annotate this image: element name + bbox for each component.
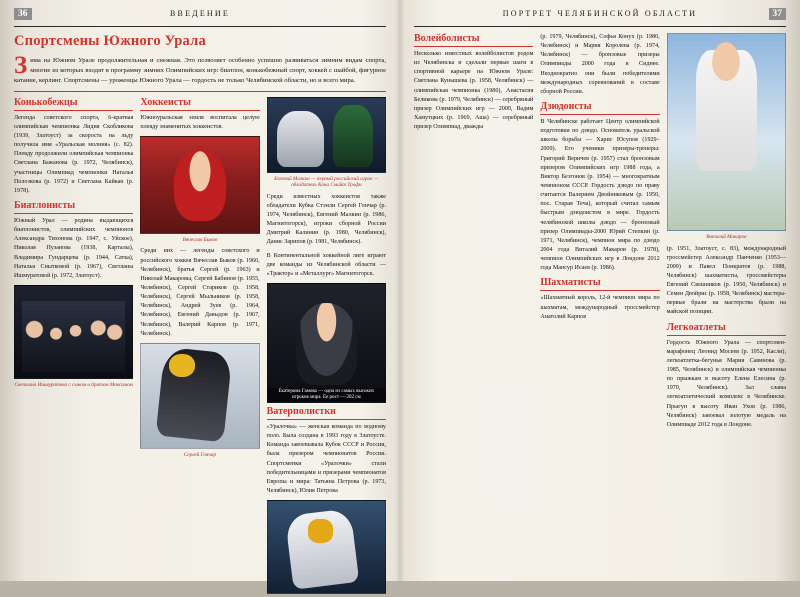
photo-ishmuratova-family <box>14 285 133 379</box>
right-page-number: 37 <box>769 8 787 20</box>
right-header-title: ПОРТРЕТ ЧЕЛЯБИНСКОЙ ОБЛАСТИ <box>414 9 786 18</box>
heading-hockey: Хоккеисты <box>140 97 259 111</box>
right-columns <box>414 33 786 434</box>
left-running-header <box>14 8 386 27</box>
chess-continued-text: (р. 1951, Златоуст, с. 83), международный гроссмейстер Александр Панченко (1953—2009) и Павел Понкратов (р. 1988, Челябинск) шахматисты, гроссмейстеры Евгений Свешников (р. 1950, Челябинск) и Семен Двойрис (р. 1958, Челябинск) мастера-первые брали на мастерства брали на майской позиции. <box>667 245 786 318</box>
left-column-2 <box>140 97 259 597</box>
lead-paragraph <box>14 56 386 92</box>
volleyball-continued-text: (р. 1979, Челябинск), Софья Конух (р. 1980, Челябинск) и Мария Королева (р. 1974, Челябинск) — бронзовые призеры Олимпиады 2000 года в Сиднее. Неоднократно они были победителями международных соревнований в составе сборной России. <box>540 33 659 97</box>
heading-skaters: Конькобежцы <box>14 97 133 111</box>
hockey-names-text: Среди них — легенды советского и российского хоккея Вячеслав Быков (р. 1960, Челябинск), братья Сергей (р. 1963) и Николай Макаровы, Сергей Бабинов (р. 1955, Челябинск), Сергей Стариков (р. 1958, Челябинск), Сергей Мыльников (р. 1958, Челябинск), Андрей Зуев (р. 1964, Челябинск), Евгений Давыдов (р. 1967, Челябинск), Валерий Карпов (р. 1971, Челябинск). <box>140 247 259 338</box>
athletics-text: Гордость Южного Урала — спортсмен-марафонец Леонид Мосеев (р. 1952, Касли), легкоатлетка-бегунья Мария Савинова (р. 1985, Челябинск) и олимпийская чемпионка по прыжкам в высоту Елена Елесина (р. 1970, Челябинск). Зал славы легкоатлетический комплекс в Челябинске. Прыгун в высоту Иван Ухов (р. 1986, Челябинск) завоевал золотую медаль на Олимпиаде 2012 года в Лондоне. <box>667 339 786 430</box>
right-running-header <box>414 8 786 27</box>
photo-hockey-action <box>267 500 386 594</box>
right-page <box>414 8 786 573</box>
right-column-1 <box>414 33 533 434</box>
caption-bykov: Вячеслав Быков <box>140 237 259 244</box>
photo-gamova <box>267 283 386 403</box>
left-column-3 <box>267 97 386 597</box>
heading-water-polo: Ватерполистки <box>267 406 386 420</box>
heading-biathletes: Биатлонисты <box>14 200 133 214</box>
drop-cap: З <box>14 56 27 75</box>
heading-volleyball: Волейболисты <box>414 33 533 47</box>
lead-text: има на Южном Урале продолжительная и снежная. Это позволяет особенно успешно развиваться зимним видам спорта, многие из которых входят в программу зимних Олимпийских игр: биатлон, конькобежный спорт, хоккей с шайбой, фигурное катание, керлинг. Спортсмены — уроженцы Южного Урала — гордость не только Челябинской области, но и всего мира. <box>14 57 386 84</box>
right-column-2 <box>540 33 659 434</box>
left-column-1 <box>14 97 133 597</box>
photo-bykov <box>140 136 259 234</box>
khl-text: В Континентальной хоккейной лиге играют две команды из Челябинской области — «Трактор» и «Металлург» Магнитогорск. <box>267 252 386 279</box>
heading-chess: Шахматисты <box>540 277 659 291</box>
skaters-text: Легенда советского спорта, 6-кратная олимпийская чемпионка Лидия Скобликова (1939, Златоуст) за скорость на льду получила имя «Уральская молния» (с. 82). Плеяду продолжили олимпийская чемпионка Светлана Бажанова (р. 1972, Челябинск), участницы Олимпиад чемпионки Наталья Полозкова (р. 1972) и Светлана Кайкан (р. 1978). <box>14 114 133 196</box>
caption-malkin: Евгений Малкин — первый российский игрок — обладатель Кона Смайт Трофи <box>267 176 386 189</box>
biathletes-text: Южный Урал — родина выдающихся биатлонистов, олимпийских чемпионов Александра Тихонова (р. 1947, с. Уйское), Николая Пузанова (1938, Карталы), Владимира Гундарцева (р. 1944, Сатка), Наталья Снытковой (р. 1967), Светланы Ишмуратовой (р. 1972, Златоуст). <box>14 217 133 281</box>
caption-makarov: Виталий Макаров <box>667 234 786 241</box>
photo-makarov <box>667 33 786 231</box>
judo-text: В Челябинске работает Центр олимпийской подготовки по дзюдо. Основатель уральской школы борьбы — Харис Юсупов (1929–2009). Его ученики призеры-тренеры: Григорий Веричев (р. 1957) стал бронзовым призером Олимпийских игр 1988 года, а Виктор Безгонов (р. 1954) — многократным чемпионом СССР. Гордость дзюдо по праву считается Валерием Двойниковым (р. 1950, пос. Старая Теча), который считал самым быстрым дзюдоистом в мире. Гордость челябинской школы дзюдо — бронзовый призер Олимпиады-2000 Юрий Степкин (р. 1971, Челябинск), чемпион мира по дзюдо 2004 года Виталий Макаров (р. 1978), чемпион Олимпийских игр в Лондоне 2012 года Мансур Исаев (р. 1986). <box>540 118 659 273</box>
left-page-number: 36 <box>14 8 32 20</box>
heading-judo: Дзюдоисты <box>540 101 659 115</box>
left-header-title: ВВЕДЕНИЕ <box>14 9 386 18</box>
left-columns <box>14 97 386 597</box>
photo-malkin <box>267 97 386 173</box>
water-polo-text: «Уралочка» — женская команда по водному поло. Была создана в 1993 году в Златоусте. Команда завоевывала Кубок СССР и России, была призером чемпионатов России. Спортсменки «Уралочки» стали победительницами и призерами чемпионатов Европы и мира: Татьяна Петрова (р. 1973, Челябинск), Юлия Петрова <box>267 423 386 496</box>
page-title: Спортсмены Южного Урала <box>14 33 386 50</box>
photo-gonchar <box>140 343 259 449</box>
caption-gonchar: Сергей Гончар <box>140 452 259 459</box>
caption-gamova: Екатерина Гамова — одна из самых высоких игроков мира. Ее рост — 202 см <box>268 388 385 402</box>
heading-athletics: Легкоатлеты <box>667 322 786 336</box>
chess-text: «Шахматный король, 12-й чемпион мира по шахматам, международный гроссмейстер Анатолий Карпов <box>540 294 659 321</box>
left-page <box>14 8 386 573</box>
stanley-cup-text: Среди известных хоккеистов также обладатели Кубка Стэнли Сергей Гончар (р. 1974, Челябинск), Евгений Малкин (р. 1986, Магнитогорск), игроки сборной России Дмитрий Калинин (р. 1980, Челябинск), Данис Зарипов (р. 1981, Челябинск). <box>267 193 386 248</box>
hockey-intro-text: Южноуральская земля воспитала целую плеяду знаменитых хоккеистов. <box>140 114 259 132</box>
right-column-3 <box>667 33 786 434</box>
volleyball-text: Несколько известных волейболистов родом из Челябинска и сделали первые шаги в спортивной карьере на Южном Урале: Светлана Кунышева (р. 1958, Челябинск) — олимпийская чемпионка (1980), Анастасия Беликова (р. 1979, Челябинск) — серебряный призер Олимпийских игр — 2000, Вадим Хамутцких (р. 1969, Аша) — серебряный призер Олимпиад, дважды <box>414 50 533 132</box>
caption-ishmuratova-family: Светлана Ишмуратова с сыном и братом Максимом <box>14 382 133 389</box>
